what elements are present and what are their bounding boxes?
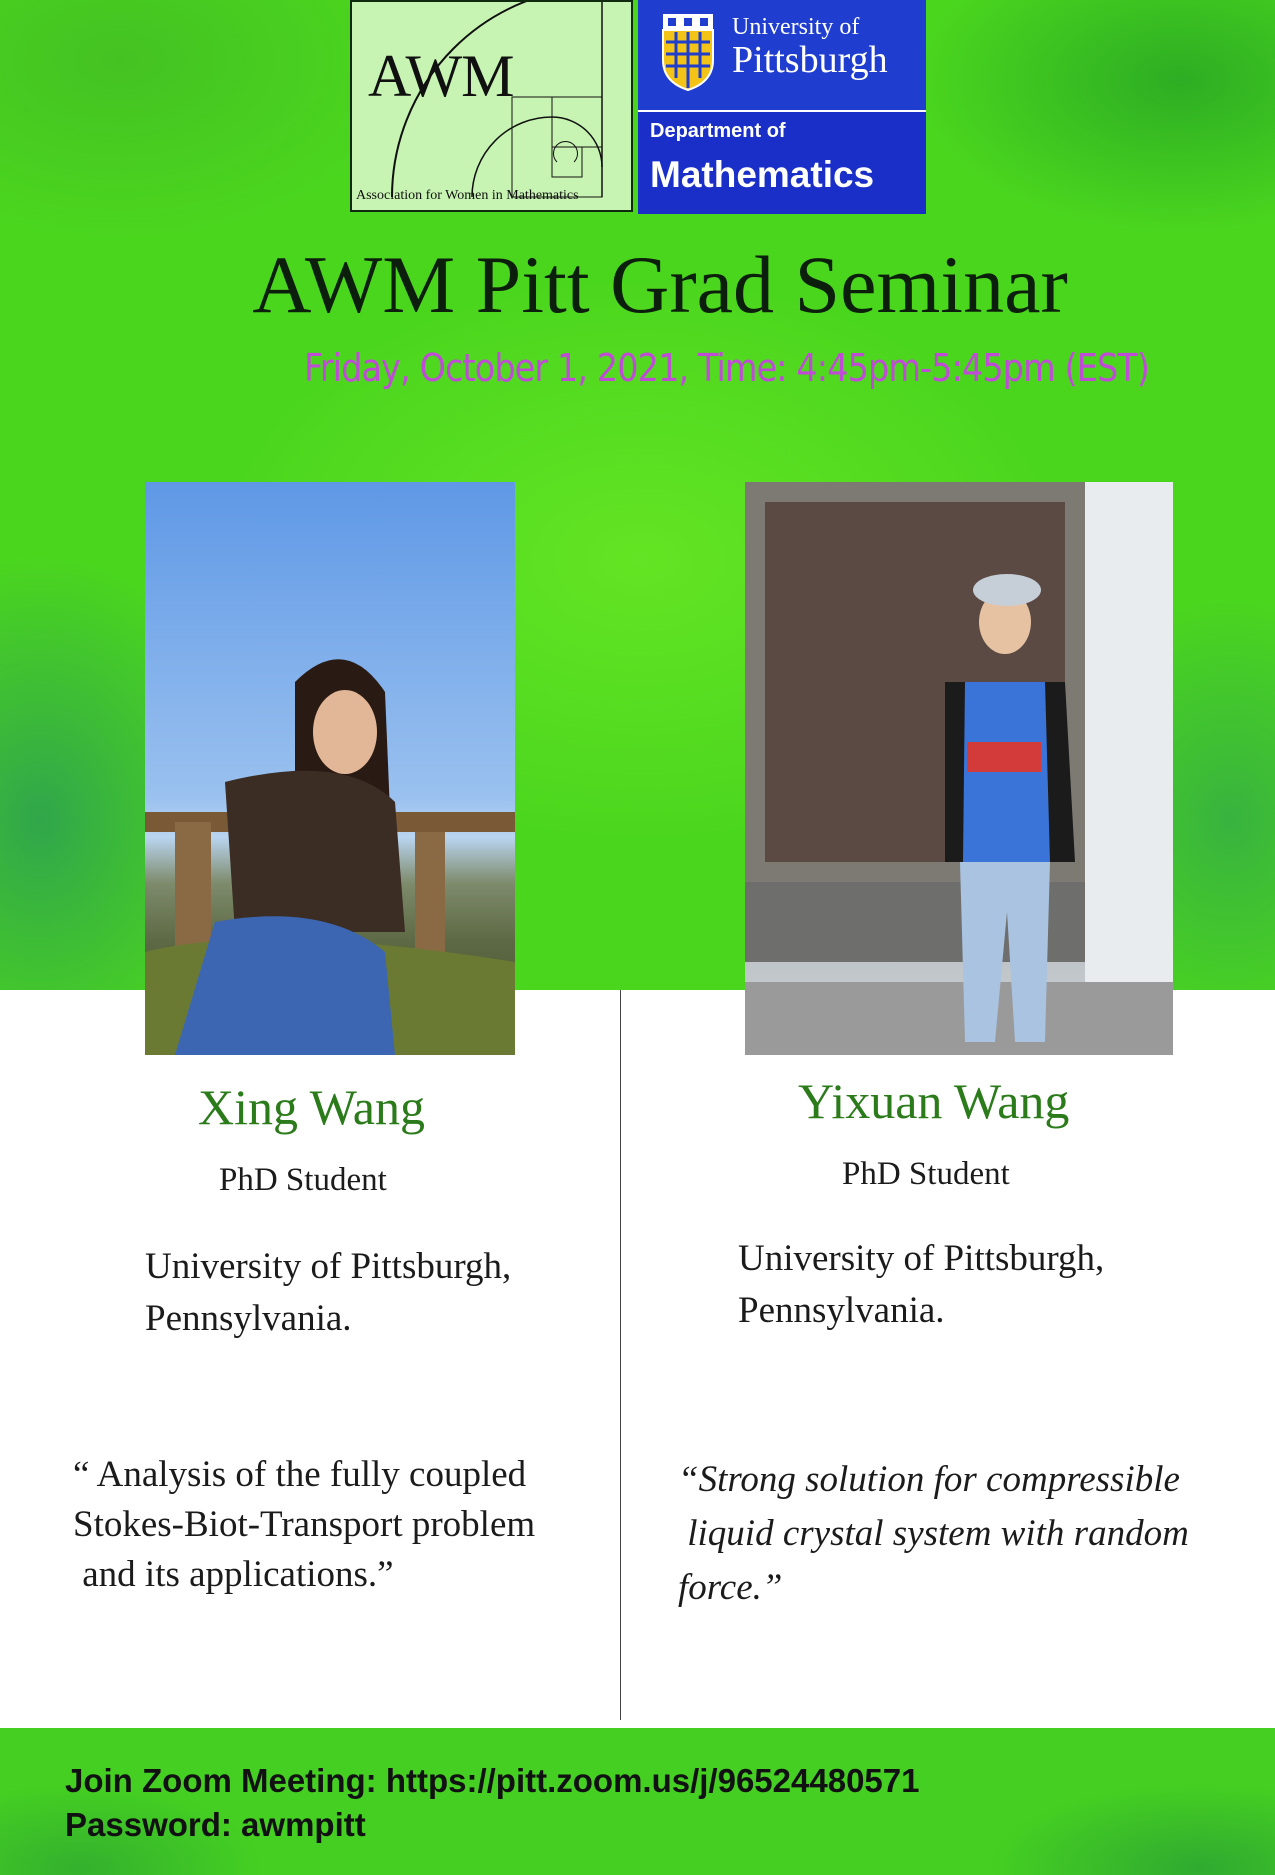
column-divider [620,990,621,1720]
speaker-name: Xing Wang [198,1079,425,1135]
speaker-name: Yixuan Wang [798,1073,1070,1129]
speaker-affiliation [738,1233,1104,1337]
pitt-department-band [638,110,926,214]
awm-logo [350,0,633,212]
pitt-shield-icon [658,12,718,92]
zoom-meeting-link[interactable]: Join Zoom Meeting: https://pitt.zoom.us/j/96524480571 [65,1762,920,1799]
awm-wordmark: AWM [368,43,514,109]
talk-title-line: Stokes-Biot-Transport problem [73,1504,536,1545]
talk-title-line: and its applications.” [73,1554,394,1595]
mathematics-label: Mathematics [650,154,875,195]
awm-caption: Association for Women in Mathematics [356,188,579,203]
talk-title [678,1453,1189,1615]
person-illustration-icon [745,482,1173,1055]
speaker-role: PhD Student [842,1156,1010,1192]
green-background-bottom [0,1728,1275,1875]
talk-title-line: force.” [678,1567,783,1608]
pitt-math-logo [638,0,926,212]
talk-title [73,1450,535,1600]
talk-title-line: liquid crystal system with random [678,1513,1189,1554]
affiliation-line: Pennsylvania. [145,1298,352,1339]
pitt-university-label: University of [732,14,860,40]
speaker-affiliation [145,1241,511,1345]
speaker-photo-yixuan-wang [745,482,1173,1055]
speaker-photo-xing-wang [145,482,515,1055]
zoom-password: Password: awmpitt [65,1806,366,1843]
affiliation-line: Pennsylvania. [738,1290,945,1331]
person-illustration-icon [145,482,515,1055]
affiliation-line: University of Pittsburgh, [738,1238,1105,1279]
affiliation-line: University of Pittsburgh, [145,1246,512,1287]
talk-title-line: “ Analysis of the fully coupled [73,1454,527,1495]
talk-title-line: “Strong solution for compressible [678,1459,1180,1500]
pitt-name-label: Pittsburgh [732,39,888,81]
speaker-role: PhD Student [219,1162,387,1198]
page-title: AWM Pitt Grad Seminar [252,239,1068,330]
event-date-time: Friday, October 1, 2021, Time: 4:45pm-5:45pm (EST) [304,346,1150,390]
department-label: Department of [650,120,786,142]
